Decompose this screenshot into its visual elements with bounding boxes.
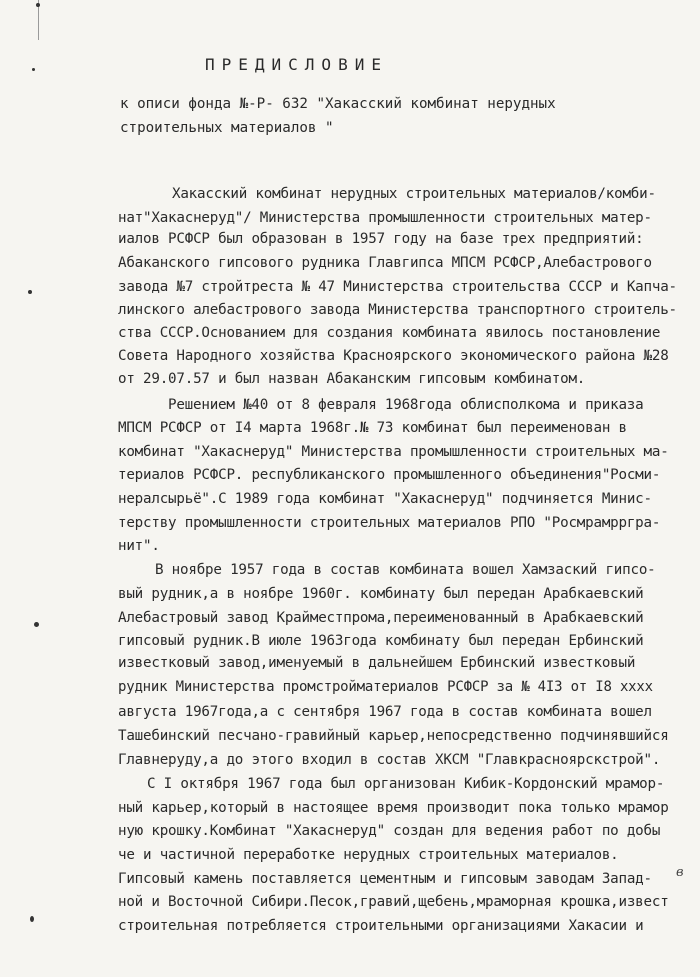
body-line: Совета Народного хозяйства Красноярского экономического района №28 [118,348,669,364]
body-line: нит". [118,538,160,554]
subtitle-line-1: к описи фонда №-Р- 632 "Хакасский комбинат нерудных [120,96,556,112]
body-line: линского алебастрового завода Министерства транспортного строитель- [118,302,677,318]
body-line: вый рудник,а в ноябре 1960г. комбинату был передан Арабкаевский [118,586,644,602]
body-line: от 29.07.57 и был назван Абаканским гипсовым комбинатом. [118,371,586,387]
subtitle-line-2: строительных материалов " [120,120,334,136]
body-line: Хакасский комбинат нерудных строительных материалов/комби- [172,186,656,202]
body-line: нат"Хакаснеруд"/ Министерства промышленности строительных матер- [118,210,652,226]
body-line: че и частичной переработке нерудных строительных материалов. [118,847,619,863]
body-line: известковый завод,именуемый в дальнейшем Ербинский известковый [118,655,636,671]
body-line: иалов РСФСР был образован в 1957 году на базе трех предприятий: [118,231,644,247]
body-line: С I октября 1967 года был организован Кибик-Кордонский мрамор- [147,776,665,792]
body-line: Алебастровый завод Крайместпрома,переименованный в Арабкаевский [118,610,644,626]
body-line: гипсовый рудник.В июле 1963года комбинату был передан Ербинский [118,633,644,649]
body-line: ную крошку.Комбинат "Хакаснеруд" создан для ведения работ по добы [118,823,661,839]
body-line: МПСМ РСФСР от I4 марта 1968г.№ 73 комбинат был переименован в [118,420,627,436]
body-line: Решением №40 от 8 февраля 1968года облисполкома и приказа [168,397,644,413]
body-line: завода №7 стройтреста № 47 Министерства строительства СССР и Капча- [118,279,677,295]
ink-speck [28,290,32,294]
body-line: териалов РСФСР. республиканского промышленного объединения"Росми- [118,467,661,483]
body-line: Гипсовый камень поставляется цементным и гипсовым заводам Запад- [118,871,652,887]
document-title: ПРЕДИСЛОВИЕ [205,55,388,74]
body-line: В ноябре 1957 года в состав комбината вошел Хамзаский гипсо- [155,562,656,578]
body-line: терству промышленности строительных материалов РПО "Росмрамрргра- [118,515,661,531]
ink-speck [36,3,40,7]
body-line: Ташебинский песчано-гравийный карьер,непосредственно подчинявшийся [118,728,669,744]
margin-note: в [676,865,684,880]
body-line: Главнеруду,а до этого входил в состав ХКСМ "Главкрасноярскстрой". [118,752,661,768]
ink-speck [32,68,35,71]
ink-speck [30,916,34,922]
body-line: нералсырьё".С 1989 года комбинат "Хакаснеруд" подчиняется Минис- [118,491,652,507]
body-line: строительная потребляется строительными организациями Хакасии и [118,918,644,934]
body-line: августа 1967года,а с сентября 1967 года в состав комбината вошел [118,704,652,720]
body-line: ный карьер,который в настоящее время производит пока только мрамор [118,800,669,816]
body-line: ной и Восточной Сибири.Песок,гравий,щебень,мраморная крошка,извест [118,894,669,910]
body-line: Абаканского гипсового рудника Главгипса МПСМ РСФСР,Алебастрового [118,255,652,271]
punch-hole-mark [34,622,39,627]
body-line: ства СССР.Основанием для создания комбината явилось постановление [118,325,661,341]
body-line: рудник Министерства промстройматериалов РСФСР за № 4I3 от I8 xxxx [118,679,653,695]
body-line: комбинат "Хакаснеруд" Министерства промышленности строительных ма- [118,444,669,460]
